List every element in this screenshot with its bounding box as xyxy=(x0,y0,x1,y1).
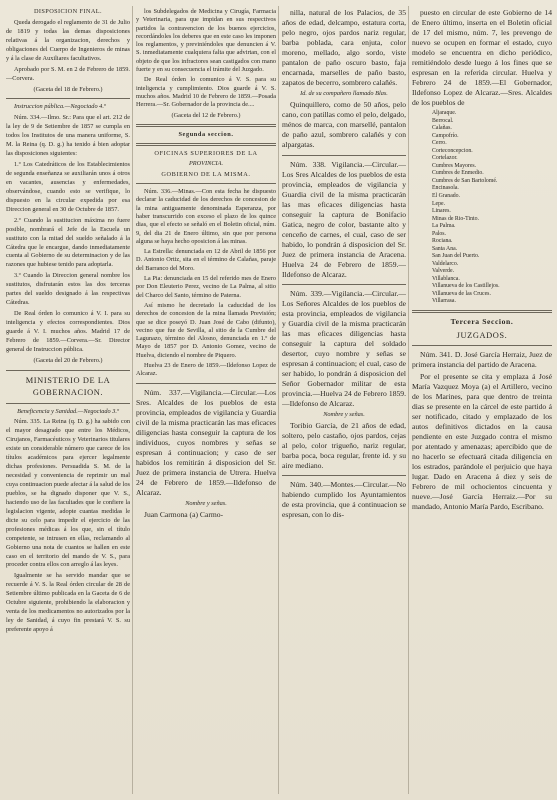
senas-label: Nombre y señas. xyxy=(323,410,365,418)
paragraph: Toribio García, de 21 años de edad, soltero, pelo castaño, ojos pardos, cejas al pelo, color trigueño, nariz regular, barba poca, boca regular, frente id. y su aire mediano. xyxy=(282,421,406,471)
list-item: Valdelarco. xyxy=(432,260,459,267)
column-4 xyxy=(412,8,552,794)
paragraph: los Subdelegados de Medicina y Cirugía, Farmacia y Veterinaria, para que impidan en sus respectivos partidos la contravencion de los buenos ejercicios, recordándoles los deberes que en este caso les imponen los reglamentos, y previniéndoles que denuncien á V. S. inmediatamente cualquiera falta que advirtan, con el objeto de que los infractores sean castigados con mano fuerte y en su consecuencia el trámite del Juzgado. xyxy=(136,8,276,74)
paragraph: Núm. 335. La Reina (q. D. g.) ha sabido con el mayor desagrado que entre los Médicos, Cirujanos, Farmacéuticos y Veterinarios titulares existe un considerable número que carece de los títulos académicos para ejercer legalmente dichas profesiones. Persuadida S. M. de la necesidad y conveniencia de reprimir un mal cuya continuacion puede afectar á la salud de los pueblos, se ha dignado disponer que V. S., haciendo uso de las facultades que le confiere la legislacion vigente, adopte cuantas medidas le dicte su celo para impedir el ejercicio de las profesiones médicas á los que, sin el título competente, se intrusen en ellas, reclamando al Gobierno una nota de cuantos se hallen en este caso en el territorio del mando de V. S., para proceder contra ellos con arreglo á las leyes. xyxy=(6,418,130,569)
list-item: Linares. xyxy=(432,208,451,215)
divider xyxy=(412,310,552,313)
instruccion-heading: Instruccion pública.—Negociado 4.º xyxy=(14,103,106,111)
paragraph: nilla, natural de los Palacios, de 35 años de edad, delcampo, estatura corta, pelo negro, ojos pardos nariz regular, barba poblada, cara enjuta, color moreno, mellado, algo sordo, viste pantalon de paño oscuro basto, faja encarnada, marselles de paño basto, zapatos de becerro, sombrero calañés. xyxy=(282,8,406,88)
gaceta-date: (Gaceta del 12 de Febrero.) xyxy=(171,111,241,119)
list-item: Corteconcepcion. xyxy=(432,147,473,154)
section-title: Segunda seccion. xyxy=(178,130,234,138)
list-item: Valverde. xyxy=(432,268,455,275)
paragraph: La Estrella: denunciada en 12 de Abril de 1856 por D. Antonio Ortiz, sita en el término de Calañas, paraje del Barranco del Moro. xyxy=(136,248,276,272)
juzgados-title: JUZGADOS. xyxy=(456,330,508,340)
list-item: Aljaraque. xyxy=(432,110,457,117)
list-item: Villanueva de los Castillejos. xyxy=(432,283,500,290)
list-item: Berrocal. xyxy=(432,117,454,124)
paragraph: 1.º Los Catedráticos de los Establecimientos de segunda enseñanza se auxiliarán unos á otros en vacantes, ausencias y enfermedades, observándose, cuando esto se verifique, lo dispuesto en la circular expedida por esa Direccion general en 30 de Octubre de 1857. xyxy=(6,161,130,213)
gaceta-date: (Gaceta del 18 de Febrero.) xyxy=(33,85,103,93)
instruccion-paras xyxy=(6,114,130,354)
province-label: PROVINCIA. xyxy=(188,160,224,168)
column-1 xyxy=(6,8,130,794)
paragraph: Núm. 339.—Vigilancia.—Circular.—Los Señores Alcaldes de los pueblos de esta provincia, empleados de vigilancia y Guardia civil de la misma practicarán las mas eficaces diligencias hasta conseguir la captura del soldado desertor, cuyo nombre y señas se espresan á continuacion; el cual, caso de ser habido, lo pondrán á disposicion del Señor Gobernador militar de esta provincia.—Huelva 24 de Febrero 1859.—Ildefonso de Alcaraz. xyxy=(282,288,406,408)
list-item: Villarrasa. xyxy=(432,298,456,305)
column-rule xyxy=(278,6,279,794)
list-item: Minas de Rio-Tinto. xyxy=(432,215,479,222)
companion-label: Id. de su compañero llamado Blas. xyxy=(300,90,388,98)
final-disposition-header: DISPOSICION FINAL. xyxy=(33,8,103,15)
paragraph: 3.º Cuando la Direccion general nombre los sustitutos, disfrutarán estos las dos terceras partes del sueldo designado á las respectivas Cátedras. xyxy=(6,272,130,307)
list-item: Villanueva de las Cruces. xyxy=(432,290,491,297)
final-disposition-paras xyxy=(6,19,130,84)
paragraph: Juan Carmona (a) Carmo- xyxy=(144,510,224,520)
paragraph: Núm. 336.—Minas.—Con esta fecha he dispuesto declarar la caducidad de los derechos de concesion de la mina antiguamente denominada Esperanza, por haber transcurrido con exceso el plazo de los quince dias, que el efecto se señaló en el Boletin oficial, núm. 9, del dia 21 de Enero último, sin que por persona alguna se haya hecho oposicion á las minas. xyxy=(136,188,276,245)
paragraph: Igualmente se ha servido mandar que se recuerde á V. S. la Real órden circular de 28 de Setiembre último publicada en la Gaceta de 6 de Octubre siguiente, prohibiendo la elaboracion y venta de los medicamentos no autorizados por la ley de Sanidad, á cuyo fin prestará V. S. su preferente apoyo á xyxy=(6,572,130,634)
paragraph: Núm. 341. D. José García Herraiz, Juez de primera instancia del partido de Aracena. xyxy=(412,350,552,370)
minas-paras xyxy=(136,188,276,379)
divider xyxy=(6,98,130,99)
column-2 xyxy=(136,8,276,794)
list-item: Cumbres de San Bartolomé. xyxy=(432,177,498,184)
list-item: Calañas. xyxy=(432,125,452,132)
list-item: La Palma. xyxy=(432,223,456,230)
paragraph: Así mismo he decretado la caducidad de los derechos de concesion de la mina llamada Previsión; que se dice poseyó D. Juan José de Cabo (difunto), vecino que fue de Sevilla, al sitio de la Cumbre del Lagunazo, término del Alosno, denunciada en 1.º de Mayo de 1857 por D. Antonio Gomez, vecino de Huelva, diciendo el nombre de Piquero. xyxy=(136,301,276,359)
paragraph: 2.º Cuando la sustitucion máxima no fuere posible, nombrará el Jefe de la Escuela un sustituto con la mitad del sueldo señalado á la Cátedra que le encargue, dando inmediatamente cuenta al Gobierno de su determinacion y de las razones que hubiese tenido para adoptarla. xyxy=(6,216,130,269)
section-title: Tercera Seccion. xyxy=(450,316,514,326)
divider xyxy=(136,383,276,384)
list-item: Palos. xyxy=(432,230,447,237)
paragraph: Núm. 334.—Ilmo. Sr.: Para que el art. 212 de la ley de 9 de Setiembre de 1857 se cumpla en todos los Institutos de una manera uniforme, S. M. la Reina (q. D. g.) ha tenido á bien adoptar las disposiciones siguientes: xyxy=(6,114,130,158)
paragraph: Huelva 23 de Enero de 1859.—Ildefonso Lopez de Alcaraz. xyxy=(136,361,276,378)
vigilancia-337 xyxy=(136,388,276,498)
towns-list xyxy=(432,110,552,306)
list-item: Villablanca. xyxy=(432,275,460,282)
list-item: Rociana. xyxy=(432,238,453,245)
divider xyxy=(412,345,552,346)
paragraph: Núm. 340.—Montes.—Circular.—No habiendo cumplido los Ayuntamientos de esta provincia, que á continuacion se espresan, con lo dis- xyxy=(282,480,406,520)
list-item: Cerro. xyxy=(432,140,447,147)
divider xyxy=(136,143,276,146)
divider xyxy=(6,403,130,404)
paragraph: De Real órden lo comunico á V. S. para su inteligencia y cumplimiento. Dios guarde á V. S. muchos años. Madrid 10 de Febrero de 1859.—Posada Herrera.—Sr. Gobernador de la provincia de.... xyxy=(136,76,276,109)
senas-label: Nombre y señas. xyxy=(185,499,227,507)
divider xyxy=(282,284,406,285)
column-rule xyxy=(132,6,133,794)
divider xyxy=(136,124,276,127)
paragraph: Núm. 338. Vigilancia.—Circular.—Los Sres Alcaldes de los pueblos de esta provincia, empleados de vigilancia y Guardia civil de la misma practicarán las mas eficaces diligencias hasta conseguir la captura de Bonifacio Gatica, negro de color, bastante alto y cenceño de carnes, el cual, caso de ser habido, lo pondrán á disposicion del Sr. Juez de primera instancia de Aracena. Huelva 24 de Febrero de 1859.—Ildefonso de Alcaraz. xyxy=(282,159,406,279)
column-rule xyxy=(408,6,409,794)
divider xyxy=(136,183,276,184)
offices-title: OFICINAS SUPERIORES DE LA xyxy=(154,150,258,158)
divider xyxy=(6,370,130,371)
list-item: San Juan del Puerto. xyxy=(432,253,480,260)
list-item: Cumbres Mayores. xyxy=(432,162,477,169)
list-item: El Granado. xyxy=(432,193,461,199)
paragraph: Por el presente se cita y emplaza á José María Vazquez Moya (a) el Artillero, vecino de los Marines, para que dentro de treinta dias se presente en la cárcel de este partido á ser notificado, citado y emplazado de los autos definitivos dictados en la causa pendiente en este Juzgado contra el mismo por atentado y amenazas; apercibido que de no hacerlo se efectuará citada diligencia en los estrados, parándole el perjuicio que haya lugar. Dado en Aracena á diez y seis de Febrero de mil ochocientos cincuenta y nueve.—José García Herraiz.—Por su mandado, Antonio María Pardo, Escribano. xyxy=(412,372,552,512)
subdelegados-paras xyxy=(136,8,276,110)
paragraph: Quinquillero, como de 50 años, pelo cano, con patillas como el pelo, delgado, ménos de marca, con marsellé, pantalon de paño azul, sombrero calañés y con alpargatas. xyxy=(282,100,406,150)
list-item: Campofrío. xyxy=(432,132,459,139)
divider xyxy=(282,155,406,156)
column-3 xyxy=(282,8,406,794)
gobierno-title: GOBIERNO DE LA MISMA. xyxy=(161,170,251,178)
paragraph: De Real órden lo comunico á V. I. para su inteligencia y efectos correspondientes. Dios guarde á V. I. muchos años. Madrid 17 de Febrero de 1859.—Corvera.—Sr. Director general de Instruccion pública. xyxy=(6,310,130,353)
beneficencia-heading: Beneficencia y Sanidad.—Negociado 3.º xyxy=(17,407,119,415)
paragraph: La Pia: denunciada en 15 del referido mes de Enero por Don Eleuterio Perez, vecino de La Palma, al sitio del Charco del Santo, término de Paterna. xyxy=(136,275,276,299)
list-item: Cumbres de Enmedio. xyxy=(432,170,484,177)
paragraph: Aprobado por S. M. en 2 de Febrero de 1859.—Corvera. xyxy=(6,65,130,82)
paragraph: puesto en circular de este Gobierno de 14 de Enero último, inserta en el Boletin oficial de 17 del mismo, núm. 7, les prevengo de nuevo se ocupen en formar el estado, cuyo modelo se encuentra en dicho periódico, remitiéndolo desde luego á los fines que se espresan en la referida circular. Huelva y Febrero 24 de 1859.—El Gobernador, Ildefonso Lopez de Alcaraz.—Sres. Alcaldes de los pueblos de xyxy=(412,8,552,108)
beneficencia-paras xyxy=(6,418,130,635)
paragraph: Núm. 337.—Vigilancia.—Circular.—Los Sres. Alcaldes de los pueblos de esta provincia, empleados de vigilancia y Guardia civil de la misma practicarán las mas eficaces diligencias hasta conseguir la captura de los individuos, cuyos nombres y señas se espresan á continuacion; y caso de ser habidos los remitirán á disposicion del Sr. Juez de primera instancia de Utrera. Huelva 24 de Febrero de 1859.—Ildefonso de Alcaraz. xyxy=(136,387,276,497)
list-item: Encinasola. xyxy=(432,185,459,192)
divider xyxy=(282,475,406,476)
paragraph: Queda derogado el reglamento de 31 de Julio de 1819 y todas las demas disposiciones relativas á la organizacion, derechos y obligaciones del Cuerpo de Ingenieros de minas y á la clase de Auxiliares facultativos. xyxy=(6,18,130,62)
list-item: Lepe. xyxy=(432,200,446,207)
list-item: Cortelazor. xyxy=(432,155,458,162)
list-item: Santa Ana. xyxy=(432,245,458,252)
gaceta-date: (Gaceta del 20 de Febrero.) xyxy=(33,356,103,364)
ministry-title: MINISTERIO DE LA GOBERNACION. xyxy=(25,375,111,397)
